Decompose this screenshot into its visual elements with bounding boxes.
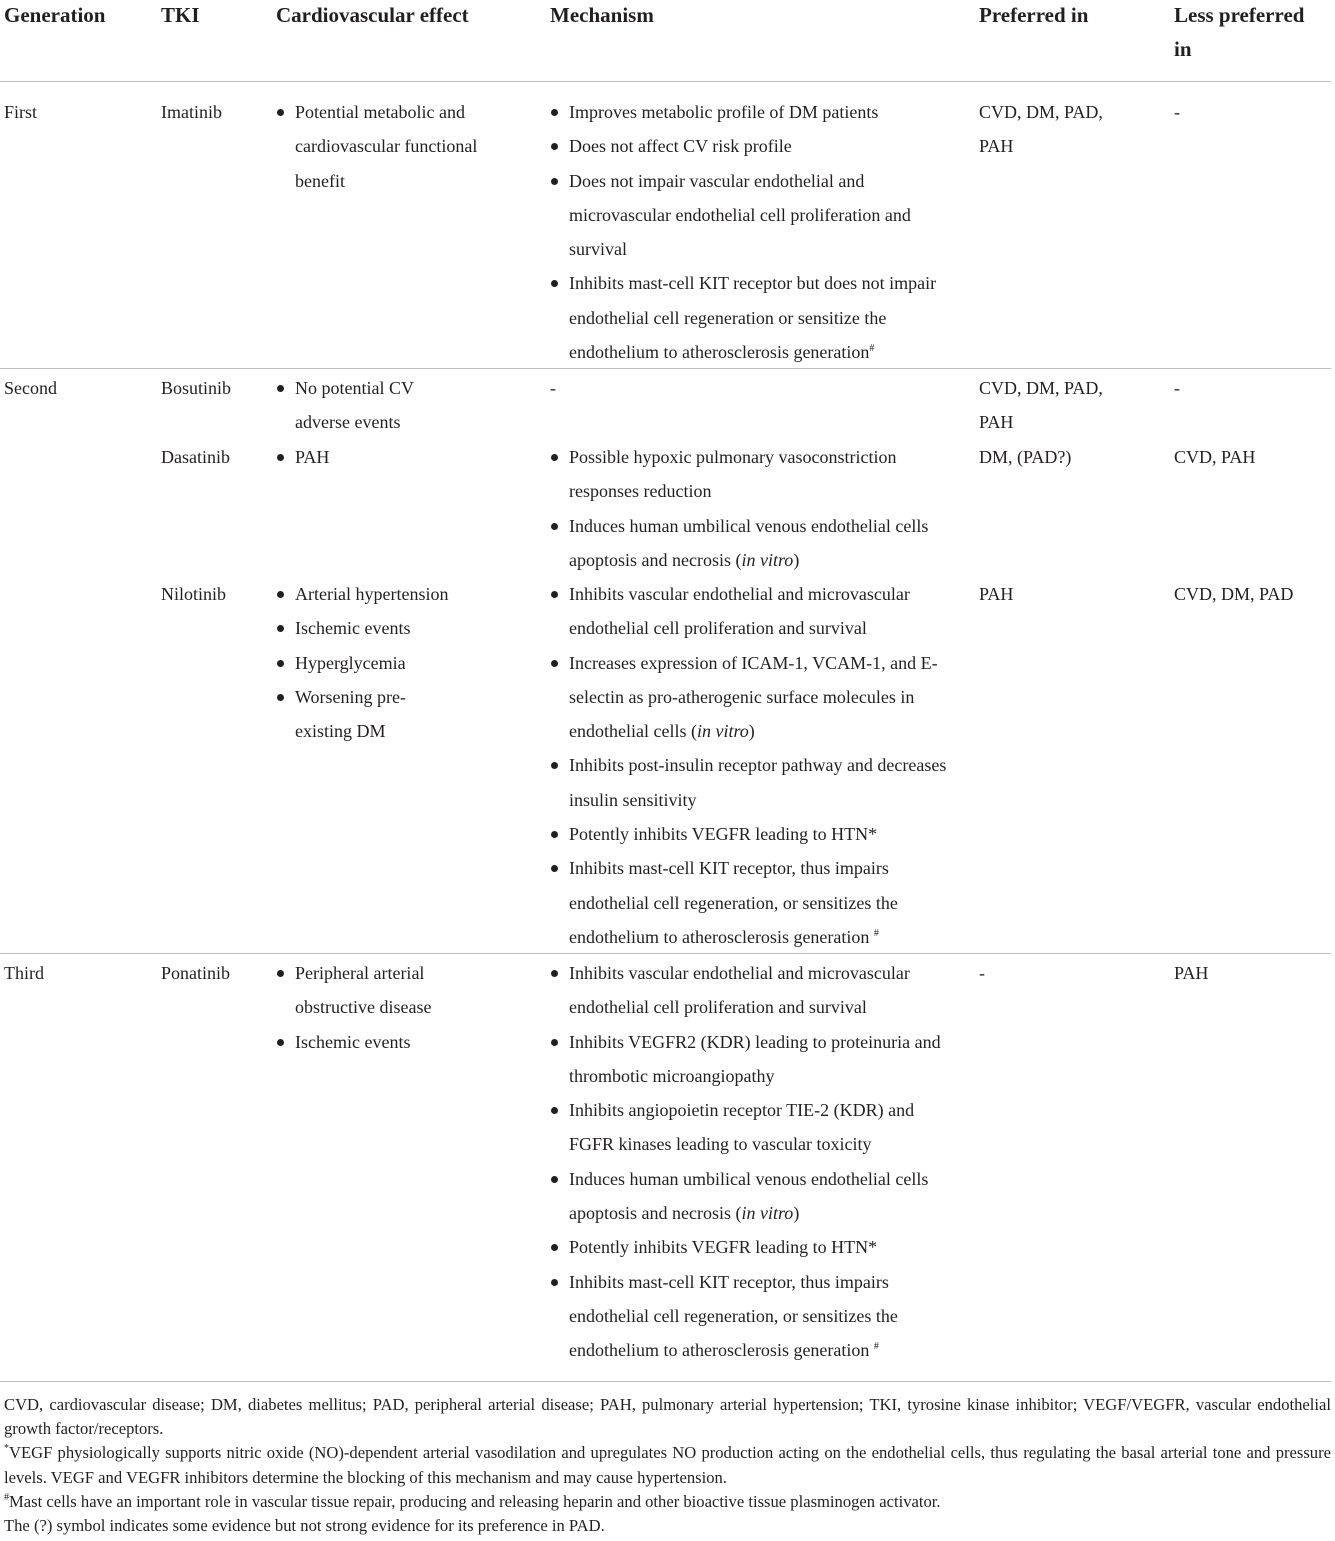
footnote-star <box>4 1441 1331 1489</box>
in-vitro-text: in vitro <box>741 549 794 570</box>
mechanism-item: Inhibits post-insulin receptor pathway and decreases insulin sensitivity <box>550 748 960 817</box>
mechanism-item: Does not impair vascular endothelial and microvascular endothelial cell proliferation and survival <box>550 164 960 267</box>
header-mechanism: Mechanism <box>550 3 654 27</box>
hash-footnote-mark: # <box>873 927 879 939</box>
cv-effect-item: Peripheral arterial obstructive disease <box>276 956 466 1025</box>
mechanism-item: Does not affect CV risk profile <box>550 129 960 163</box>
header-divider <box>0 81 1331 82</box>
cv-effect-list <box>276 956 466 1059</box>
less-preferred-in: CVD, PAH <box>1174 447 1256 467</box>
mechanism-text: Inhibits mast-cell KIT receptor, thus impairs endothelial cell regeneration, or sensitizes the endothelium to atherosclerosis generation <box>569 1271 898 1361</box>
mechanism-item: Potently inhibits VEGFR leading to HTN* <box>550 817 960 851</box>
mechanism-text: Induces human umbilical venous endothelial cells apoptosis and necrosis ( <box>569 1168 929 1224</box>
mechanism-text: Inhibits mast-cell KIT receptor but does not impair endothelial cell regeneration or sensitize the endothelium to atherosclerosis generation <box>569 273 937 363</box>
mechanism-item <box>550 1162 960 1231</box>
mechanism-text: Increases expression of ICAM-1, VCAM-1, and E-selectin as pro-atherogenic surface molecules in endothelial cells ( <box>569 652 938 742</box>
cv-effect-item: No potential CV adverse events <box>276 371 436 440</box>
footnote-abbreviations: CVD, cardiovascular disease; DM, diabetes mellitus; PAD, peripheral arterial disease; PAH, pulmonary arterial hypertension; TKI, tyrosine kinase inhibitor; VEGF/VEGFR, vascular endothelial growth factor/receptors. <box>4 1395 1331 1439</box>
preferred-in: CVD, DM, PAD, PAH <box>979 378 1103 433</box>
cv-effect-item: Ischemic events <box>276 1025 466 1059</box>
mechanism-item: Possible hypoxic pulmonary vasoconstriction responses reduction <box>550 440 960 509</box>
mechanism-text: Inhibits mast-cell KIT receptor, thus impairs endothelial cell regeneration, or sensitizes the endothelium to atherosclerosis generation <box>569 858 898 947</box>
mechanism-item: Inhibits vascular endothelial and microvascular endothelial cell proliferation and survival <box>550 577 960 646</box>
mechanism-item: Inhibits VEGFR2 (KDR) leading to proteinuria and thrombotic microangiopathy <box>550 1025 960 1094</box>
footnote-symbol: The (?) symbol indicates some evidence but not strong evidence for its preference in PAD. <box>4 1516 605 1536</box>
mechanism-list <box>550 577 960 954</box>
mechanism-item: Inhibits vascular endothelial and microvascular endothelial cell proliferation and survival <box>550 956 960 1025</box>
tki-ponatinib: Ponatinib <box>161 963 231 983</box>
mechanism-item: Improves metabolic profile of DM patients <box>550 95 960 129</box>
table-bottom-rule <box>0 1381 1331 1382</box>
header-preferred-in: Preferred in <box>979 3 1089 27</box>
cv-effect-item: Potential metabolic and cardiovascular functional benefit <box>276 95 491 198</box>
preferred-in: DM, (PAD?) <box>979 447 1072 467</box>
generation-third: Third <box>4 963 44 983</box>
in-vitro-text: in vitro <box>696 721 749 742</box>
less-preferred-in: - <box>1174 102 1180 122</box>
cv-effect-item: Hyperglycemia <box>276 646 451 680</box>
star-mark: * <box>4 1443 9 1455</box>
less-preferred-in: CVD, DM, PAD <box>1174 584 1294 604</box>
preferred-in: - <box>979 963 985 983</box>
group-divider <box>0 368 1331 369</box>
cv-effect-item: Worsening pre-existing DM <box>276 680 425 749</box>
header-cardiovascular-effect: Cardiovascular effect <box>276 3 469 27</box>
table-footnotes <box>4 1393 1331 1538</box>
cv-effect-item: Ischemic events <box>276 611 451 645</box>
cv-effect-list <box>276 95 491 198</box>
tki-bosutinib: Bosutinib <box>161 378 232 398</box>
hash-mark: # <box>4 1491 9 1503</box>
generation-first: First <box>4 102 38 122</box>
mechanism-text: ) <box>793 1203 800 1224</box>
cv-effect-item: Arterial hypertension <box>276 577 451 611</box>
footnote-star-text: VEGF physiologically supports nitric oxide (NO)-dependent arterial vasodilation and upregulates NO production acting on the endothelial cells, thus regulating the basal arterial tone and pressure levels. VEGF and VEGFR inhibitors determine the blocking of this mechanism and may cause hypertension. <box>4 1443 1331 1487</box>
cv-effect-item: PAH <box>276 440 536 474</box>
mechanism-item: Potently inhibits VEGFR leading to HTN* <box>550 1230 960 1264</box>
cv-effect-list <box>276 440 536 474</box>
mechanism-item <box>550 1265 960 1368</box>
header-generation: Generation <box>4 3 106 27</box>
mechanism-item <box>550 266 960 369</box>
footnote-hash <box>4 1490 1331 1514</box>
mechanism-list <box>550 440 960 577</box>
mechanism-item <box>550 646 960 749</box>
mechanism-text: ) <box>793 549 800 570</box>
footnote-hash-text: Mast cells have an important role in vascular tissue repair, producing and releasing heparin and other bioactive tissue plasminogen activator. <box>9 1491 941 1511</box>
mechanism-list <box>550 95 960 369</box>
mechanism-item <box>550 509 960 578</box>
mechanism-none: - <box>550 378 556 398</box>
mechanism-text: Induces human umbilical venous endothelial cells apoptosis and necrosis ( <box>569 515 929 570</box>
tki-dasatinib: Dasatinib <box>161 447 230 467</box>
generation-second: Second <box>4 378 57 398</box>
hash-footnote-mark: # <box>873 1341 879 1353</box>
header-less-preferred-in: Less preferred in <box>1174 3 1305 61</box>
less-preferred-in: - <box>1174 378 1180 398</box>
mechanism-item <box>550 851 960 954</box>
mechanism-list <box>550 956 960 1368</box>
mechanism-item: Inhibits angiopoietin receptor TIE-2 (KDR) and FGFR kinases leading to vascular toxicity <box>550 1093 960 1162</box>
in-vitro-text: in vitro <box>741 1203 794 1224</box>
cv-effect-list <box>276 371 436 440</box>
cv-effect-list <box>276 577 451 748</box>
tki-imatinib: Imatinib <box>161 102 222 122</box>
less-preferred-in: PAH <box>1174 963 1209 983</box>
hash-footnote-mark: # <box>869 343 875 355</box>
group-divider <box>0 953 1331 954</box>
mechanism-text: ) <box>748 721 755 742</box>
header-tki: TKI <box>161 3 200 27</box>
preferred-in: CVD, DM, PAD, PAH <box>979 102 1103 157</box>
preferred-in: PAH <box>979 584 1014 604</box>
tki-nilotinib: Nilotinib <box>161 584 227 604</box>
